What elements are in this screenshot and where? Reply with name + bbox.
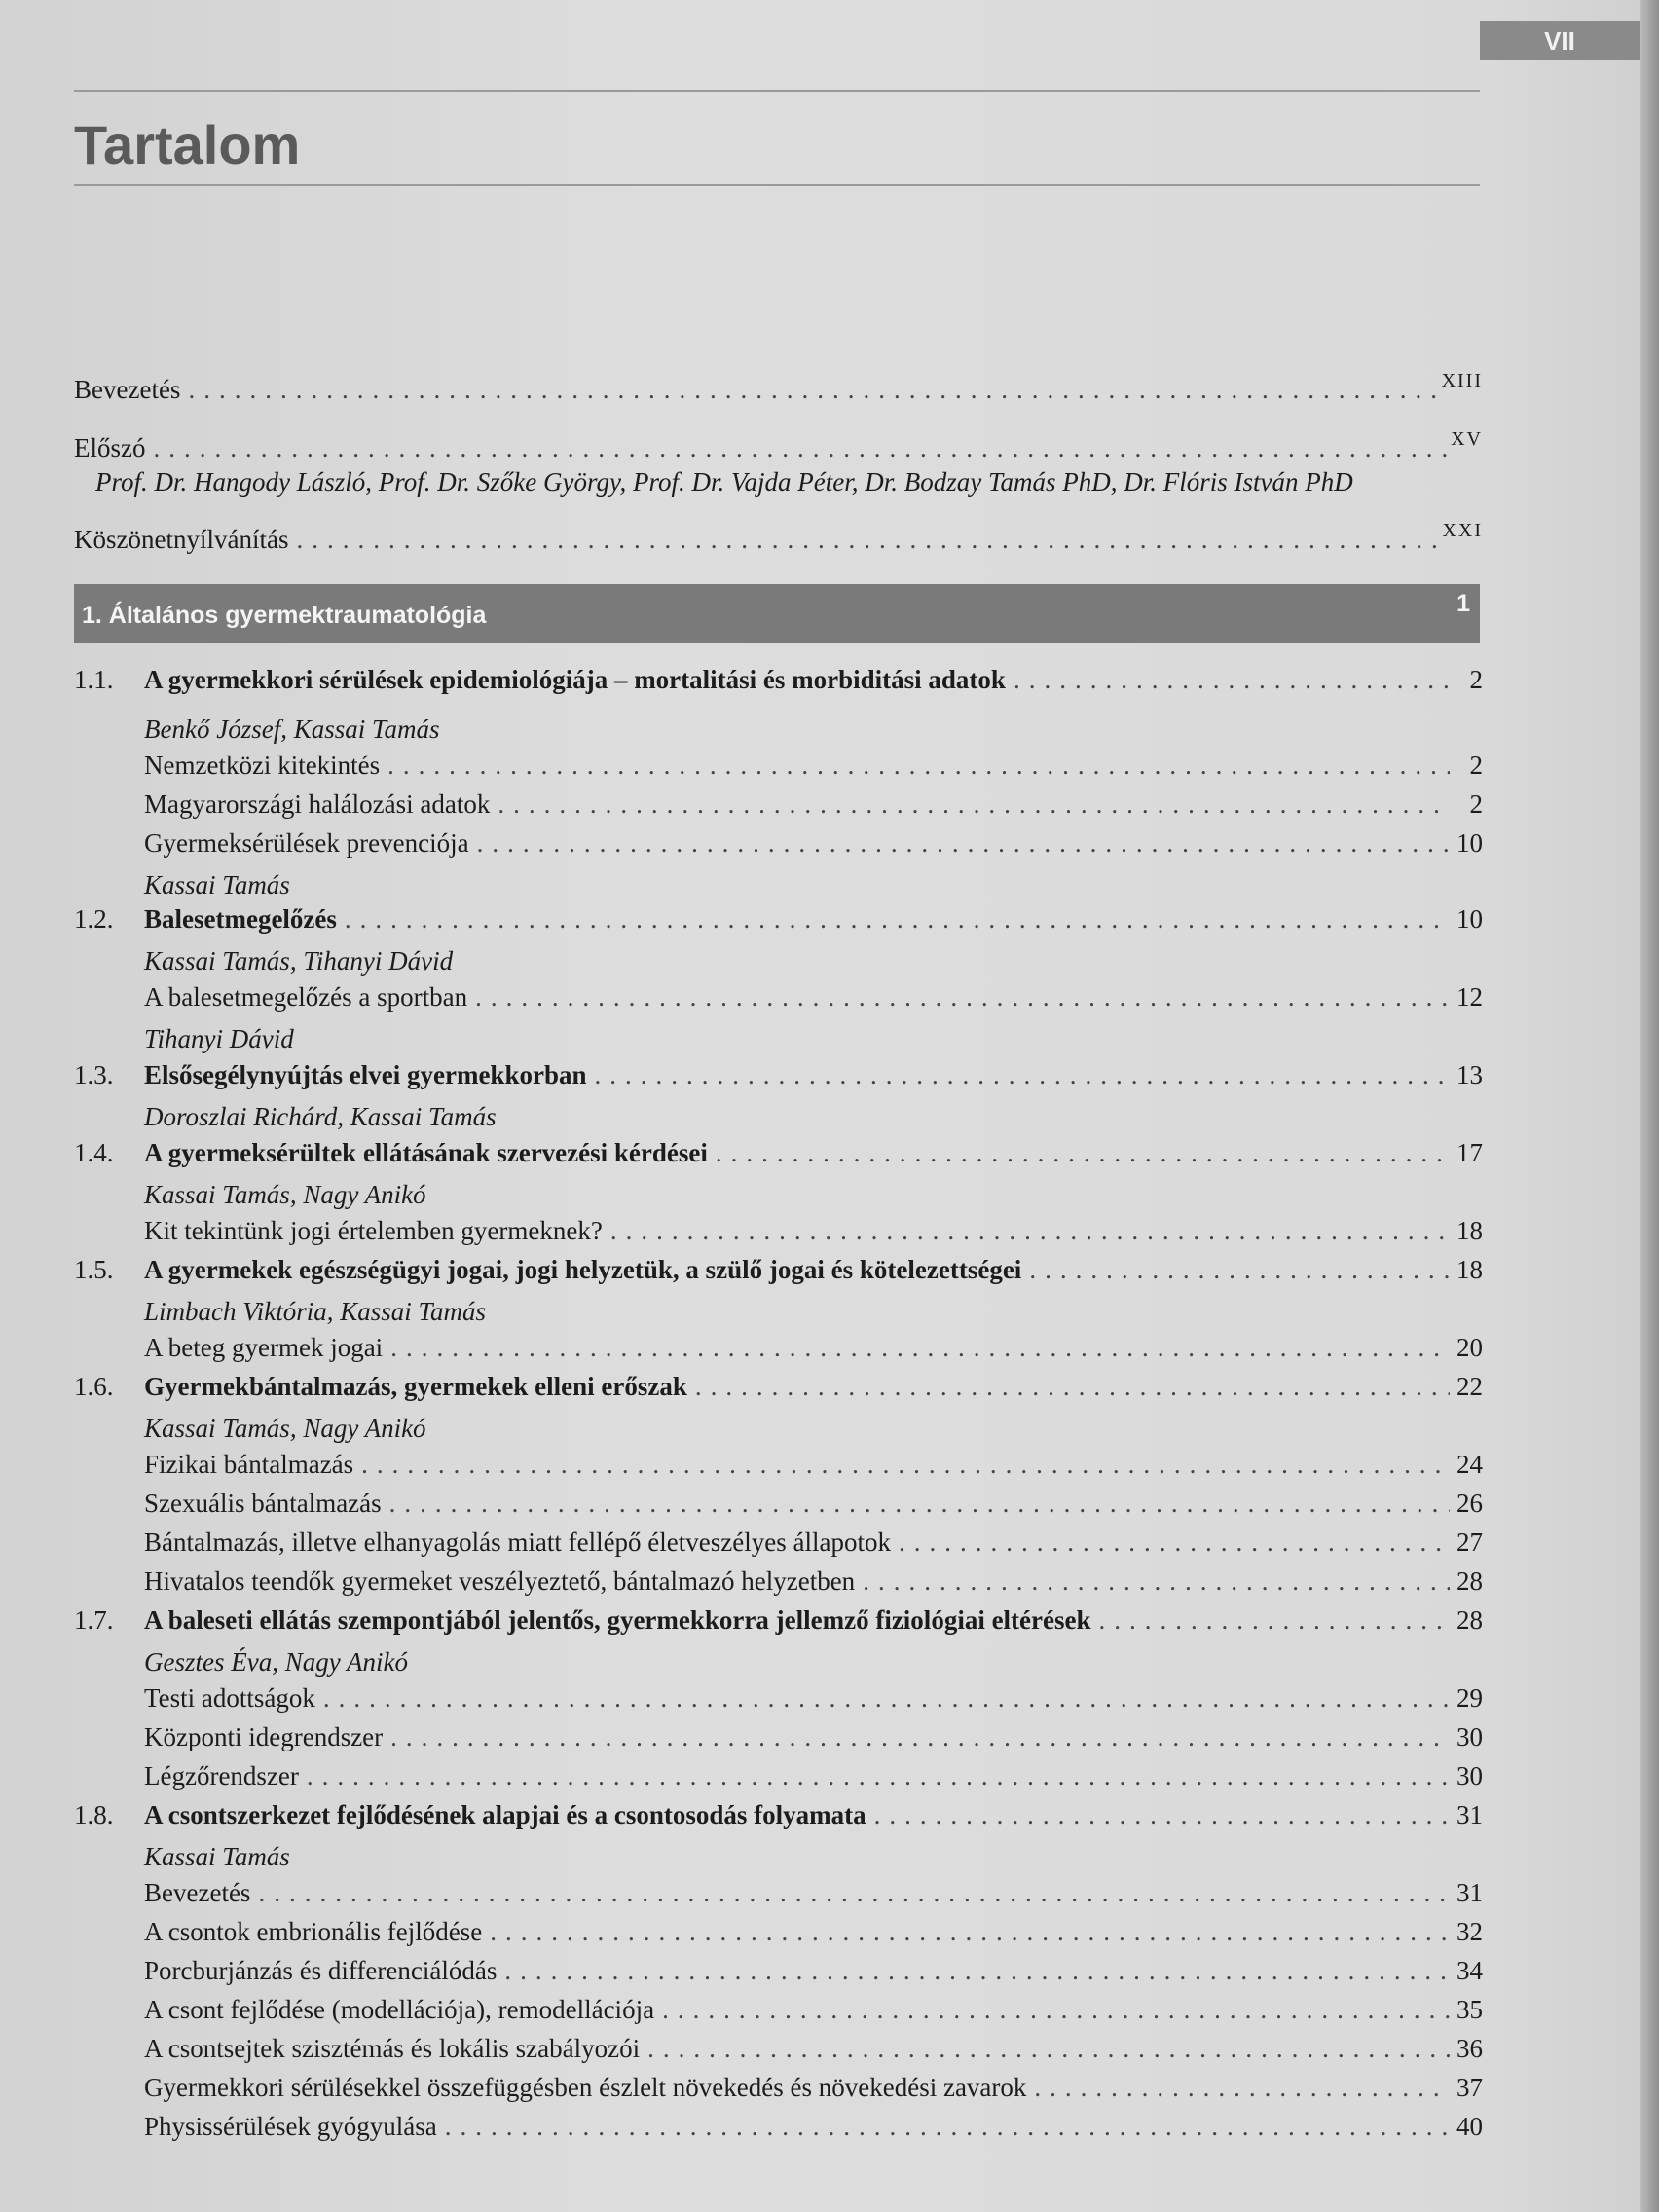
toc-entry-label: Előszó: [74, 433, 146, 462]
section-authors: Kassai Tamás: [144, 1842, 290, 1871]
subentry-page: 40: [1456, 2112, 1483, 2141]
toc-subentry[interactable]: [74, 1994, 1483, 2033]
subentry-page: 35: [1456, 1995, 1483, 2024]
foreword-authors: Prof. Dr. Hangody László, Prof. Dr. Szőke György, Prof. Dr. Vajda Péter, Dr. Bodzay Tamás PhD, Dr. Flóris István PhD: [95, 467, 1353, 497]
subentry-page: 10: [1456, 829, 1483, 858]
leader-dots: [490, 1917, 1450, 1947]
leader-dots: [345, 904, 1450, 935]
toc-entry-page: XIII: [1441, 370, 1483, 391]
leader-dots: [258, 1878, 1450, 1908]
page-edge-shadow: [1640, 0, 1659, 2212]
subentry-title: A csontok embrionális fejlődése: [144, 1917, 483, 1946]
subentry-title: Gyermeksérülések prevenciója: [144, 829, 469, 858]
leader-dots: [647, 2034, 1450, 2064]
leader-dots: [1014, 665, 1450, 695]
subentry-page: 30: [1456, 1722, 1483, 1751]
page-title: Tartalom: [74, 114, 301, 175]
section-authors: Kassai Tamás, Nagy Anikó: [144, 1180, 426, 1209]
toc-section[interactable]: [74, 1059, 1483, 1098]
subentry-page: 29: [1456, 1683, 1483, 1713]
section-number: 1.3.: [74, 1060, 114, 1089]
leader-dots: [154, 433, 1448, 463]
section-number: 1.2.: [74, 904, 114, 934]
section-number: 1.5.: [74, 1255, 114, 1284]
toc-section[interactable]: [74, 664, 1483, 703]
chapter-page: 1: [1456, 590, 1470, 617]
toc-entry-page: XV: [1451, 428, 1483, 450]
toc-subentry[interactable]: [74, 1527, 1483, 1566]
leader-dots: [899, 1528, 1450, 1558]
subentry-authors: Tihanyi Dávid: [144, 1024, 294, 1053]
toc-section[interactable]: [74, 1371, 1483, 1410]
toc-entry-bevezetes[interactable]: [74, 370, 1483, 413]
subentry-title: A balesetmegelőzés a sportban: [144, 982, 468, 1012]
subentry-title: Fizikai bántalmazás: [144, 1450, 354, 1479]
leader-dots: [610, 1216, 1450, 1246]
toc-subentry[interactable]: [74, 1916, 1483, 1955]
subentry-page: 32: [1456, 1917, 1483, 1946]
toc-section[interactable]: [74, 1604, 1483, 1643]
toc-subentry[interactable]: [74, 1955, 1483, 1994]
toc-section[interactable]: [74, 1799, 1483, 1838]
top-rule: [74, 90, 1480, 92]
leader-dots: [390, 1333, 1450, 1363]
leader-dots: [445, 2112, 1450, 2142]
leader-dots: [874, 1800, 1450, 1830]
subentry-title: Légzőrendszer: [144, 1761, 299, 1790]
subentry-title: Bevezetés: [144, 1878, 251, 1907]
subentry-page: 2: [1469, 790, 1483, 819]
subentry-title: Gyermekkori sérülésekkel összefüggésben észlelt növekedés és növekedési zavarok: [144, 2073, 1027, 2102]
toc-subentry[interactable]: [74, 1488, 1483, 1527]
section-number: 1.7.: [74, 1605, 114, 1635]
section-page: 31: [1456, 1800, 1483, 1829]
toc-subentry[interactable]: [74, 2072, 1483, 2111]
leader-dots: [389, 1489, 1450, 1519]
leader-dots: [296, 525, 1438, 555]
section-page: 2: [1469, 665, 1483, 694]
section-page: 22: [1456, 1372, 1483, 1401]
toc-subentry[interactable]: [74, 828, 1483, 866]
leader-dots: [863, 1567, 1450, 1597]
toc-subentry[interactable]: [74, 1566, 1483, 1604]
section-page: 10: [1456, 904, 1483, 934]
leader-dots: [1034, 2073, 1450, 2103]
chapter-header-bar[interactable]: [74, 584, 1480, 643]
subentry-page: 34: [1456, 1956, 1483, 1985]
subentry-page: 2: [1469, 751, 1483, 780]
leader-dots: [477, 829, 1450, 859]
subentry-title: Bántalmazás, illetve elhanyagolás miatt fellépő életveszélyes állapotok: [144, 1528, 891, 1557]
toc-subentry[interactable]: [74, 2033, 1483, 2072]
subentry-page: 31: [1456, 1878, 1483, 1907]
section-title: A csontszerkezet fejlődésének alapjai és a csontosodás folyamata: [144, 1800, 866, 1829]
leader-dots: [504, 1956, 1450, 1986]
leader-dots: [361, 1450, 1450, 1480]
subentry-title: Nemzetközi kitekintés: [144, 751, 381, 780]
toc-entry-eloszo[interactable]: [74, 428, 1483, 471]
section-number: 1.1.: [74, 665, 114, 694]
subentry-title: Testi adottságok: [144, 1683, 315, 1713]
toc-subentry[interactable]: [74, 1877, 1483, 1916]
leader-dots: [695, 1372, 1450, 1402]
leader-dots: [390, 1722, 1450, 1752]
section-number: 1.6.: [74, 1372, 114, 1401]
subentry-title: Physissérülések gyógyulása: [144, 2112, 437, 2141]
subentry-title: A csont fejlődése (modellációja), remodellációja: [144, 1995, 655, 2024]
toc-subentry[interactable]: [74, 1215, 1483, 1254]
section-authors: Benkő József, Kassai Tamás: [144, 715, 440, 744]
subentry-page: 27: [1456, 1528, 1483, 1557]
leader-dots: [594, 1060, 1450, 1090]
section-page: 18: [1456, 1255, 1483, 1284]
section-title: Elsősegélynyújtás elvei gyermekkorban: [144, 1060, 587, 1089]
section-title: A gyermeksérültek ellátásának szervezési kérdései: [144, 1138, 708, 1167]
leader-dots: [307, 1761, 1450, 1791]
subentry-authors: Kassai Tamás: [144, 870, 290, 900]
toc-subentry[interactable]: [74, 1332, 1483, 1371]
toc-entry-label: Köszönetnyílvánítás: [74, 525, 289, 554]
toc-subentry[interactable]: [74, 2111, 1483, 2150]
subentry-page: 30: [1456, 1761, 1483, 1790]
section-title: A baleseti ellátás szempontjából jelentős, gyermekkorra jellemző fiziológiai eltérések: [144, 1605, 1091, 1635]
section-number: 1.4.: [74, 1138, 114, 1167]
subentry-page: 36: [1456, 2034, 1483, 2063]
page-number-badge: VII: [1480, 21, 1640, 60]
toc-entry-koszonet[interactable]: [74, 520, 1483, 563]
leader-dots: [1099, 1605, 1450, 1636]
subentry-page: 12: [1456, 982, 1483, 1012]
section-authors: Gesztes Éva, Nagy Anikó: [144, 1647, 408, 1677]
leader-dots: [1029, 1255, 1450, 1285]
toc-entry-page: XXI: [1442, 520, 1483, 541]
subentry-page: 18: [1456, 1216, 1483, 1245]
toc-subentry[interactable]: [74, 1682, 1483, 1721]
subentry-title: A csontsejtek szisztémás és lokális szabályozói: [144, 2034, 641, 2063]
subentry-page: 37: [1456, 2073, 1483, 2102]
subentry-page: 26: [1456, 1489, 1483, 1518]
leader-dots: [188, 375, 1437, 405]
section-number: 1.8.: [74, 1800, 114, 1829]
section-page: 13: [1456, 1060, 1483, 1089]
leader-dots: [662, 1995, 1450, 2025]
section-page: 28: [1456, 1605, 1483, 1635]
section-authors: Doroszlai Richárd, Kassai Tamás: [144, 1102, 497, 1131]
toc-section[interactable]: [74, 903, 1483, 942]
leader-dots: [475, 982, 1450, 1013]
subentry-page: 28: [1456, 1567, 1483, 1596]
section-authors: Kassai Tamás, Tihanyi Dávid: [144, 946, 454, 976]
leader-dots: [323, 1683, 1450, 1714]
section-title: Balesetmegelőzés: [144, 904, 337, 934]
subentry-title: Magyarországi halálozási adatok: [144, 790, 491, 819]
title-rule: [74, 184, 1480, 186]
section-authors: Limbach Viktória, Kassai Tamás: [144, 1297, 487, 1326]
leader-dots: [387, 751, 1450, 781]
section-title: A gyermekek egészségügyi jogai, jogi helyzetük, a szülő jogai és kötelezettségei: [144, 1255, 1022, 1284]
section-title: Gyermekbántalmazás, gyermekek elleni erőszak: [144, 1372, 687, 1401]
toc-section[interactable]: [74, 1254, 1483, 1293]
toc-section[interactable]: [74, 1137, 1483, 1176]
subentry-title: A beteg gyermek jogai: [144, 1333, 384, 1362]
section-page: 17: [1456, 1138, 1483, 1167]
toc-subentry[interactable]: [74, 981, 1483, 1020]
toc-subentry[interactable]: [74, 1760, 1483, 1799]
subentry-title: Központi idegrendszer: [144, 1722, 384, 1751]
toc-subentry[interactable]: [74, 1449, 1483, 1488]
chapter-title: 1. Általános gyermektraumatológia: [82, 602, 487, 629]
subentry-title: Kit tekintünk jogi értelemben gyermeknek?: [144, 1216, 603, 1245]
subentry-page: 24: [1456, 1450, 1483, 1479]
leader-dots: [498, 790, 1450, 820]
toc-subentry[interactable]: [74, 789, 1483, 828]
section-authors: Kassai Tamás, Nagy Anikó: [144, 1414, 426, 1443]
subentry-page: 20: [1456, 1333, 1483, 1362]
toc-entry-label: Bevezetés: [74, 375, 181, 404]
subentry-title: Porcburjánzás és differenciálódás: [144, 1956, 498, 1985]
subentry-title: Szexuális bántalmazás: [144, 1489, 382, 1518]
subentry-title: Hivatalos teendők gyermeket veszélyeztető, bántalmazó helyzetben: [144, 1567, 856, 1596]
section-title: A gyermekkori sérülések epidemiológiája – mortalitási és morbiditási adatok: [144, 665, 1006, 694]
toc-subentry[interactable]: [74, 1721, 1483, 1760]
toc-subentry[interactable]: [74, 750, 1483, 789]
leader-dots: [716, 1138, 1450, 1168]
